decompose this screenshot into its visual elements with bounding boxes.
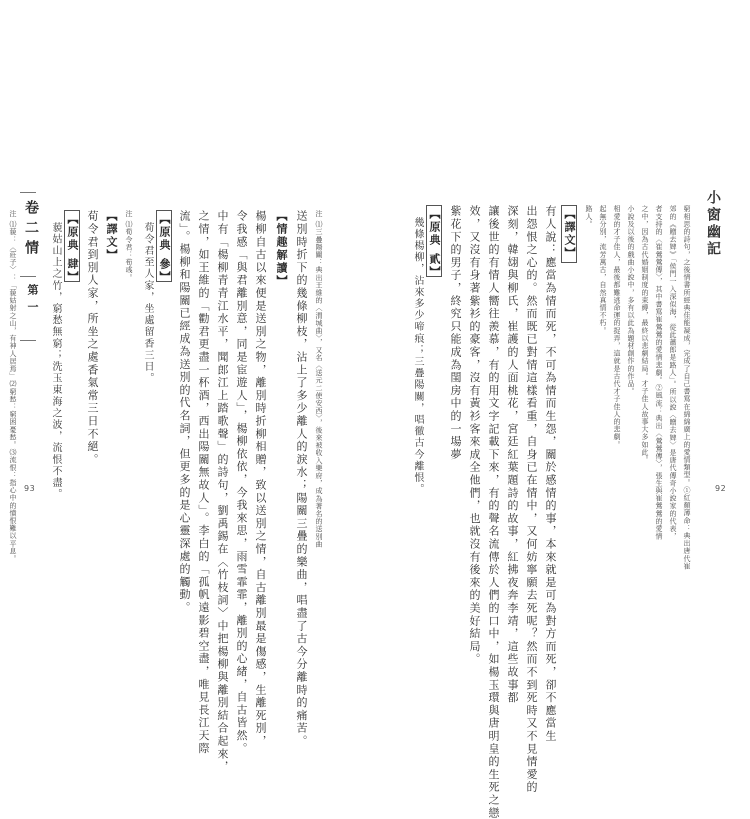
book-brand: 小窗幽記 xyxy=(705,190,721,258)
page-number-right: 92 xyxy=(715,484,727,493)
left-col-16-note: 注 ⑴藐：〈莊子〉：「藐姑射之山，有神人居焉」⑵窮愁：窮困憂愁。⑶流恨：指心中的憤恨難以平息。 xyxy=(9,210,17,563)
right-col-16-heading: 【原典 貳】 xyxy=(426,205,442,277)
left-col-11-note: 注 ⑴荀令君：荀彧。 xyxy=(125,210,133,282)
right-col-3: 者支持的〈崔鶯鶯傳〉，其中書寫崔鶯鶯的愛情悲劇。②風流：典出〈鶯鶯傳〉，張生與崔鶯鶯的愛情 xyxy=(655,205,663,540)
right-col-9-heading: 【譯文】 xyxy=(561,205,577,263)
right-col-13: 讓後世的有情人嚮往羨慕，有的用文字記載下來，有的聲名流傳於人們的口中，如楊玉環與唐明皇的生死之戀 xyxy=(487,205,500,819)
left-col-8: 流」。楊柳和陽關已經成為送別的代名詞，但更多的是心靈深處的觸動。 xyxy=(178,210,191,615)
chapter-label: 卷二情 xyxy=(23,200,39,260)
left-col-15-quote: 藐姑山上之竹，窮愁無窮；洗玉東海之波，流恨不盡。 xyxy=(50,222,61,501)
right-col-2: 郊的《贈去婢》「侯門一入深似海，從此蕭郎是路人」。所以說〈贈去婢〉是唐代傳奇小說家的代表， xyxy=(669,205,677,540)
left-col-14-heading: 【原典 肆】 xyxy=(64,210,80,282)
left-col-3-heading: 【情趣解讀】 xyxy=(275,210,288,288)
chapter-rule-top xyxy=(20,192,36,193)
left-col-13: 荀令君到別人家，所坐之處香氣常三日不絕。 xyxy=(86,210,99,466)
section-label: 第一 xyxy=(26,284,39,318)
left-col-9-heading: 【原典 參】 xyxy=(156,210,172,282)
left-col-2: 送別時折下的幾條柳枝，沾上了多少離人的淚水；陽關三疊的樂曲，唱盡了古今分離時的痛苦。 xyxy=(295,210,308,748)
page-number-left: 93 xyxy=(24,484,36,493)
left-page xyxy=(0,0,375,774)
right-col-7: 起無分別，流芳萬古，自然真情不朽。 xyxy=(599,205,607,335)
right-col-11: 出怨恨之心的。然而既已對情這樣看重，自身已在情中，又何妨寧願去死呢？然而不到死時又不見情愛的 xyxy=(525,205,538,794)
chapter-rule-mid xyxy=(20,276,36,277)
right-page xyxy=(375,0,750,819)
left-col-7: 之情，如王維的「勸君更盡一杯酒，西出陽關無故人」。李白的「孤帆遠影碧空盡，唯見長江天際 xyxy=(197,210,210,755)
right-col-6: 相愛的才子佳人，最後都難逃命運的捉弄，這就是古代才子佳人的悲劇。 xyxy=(613,205,621,449)
left-col-1: 注 ⑴三疊陽關：典出王維的〈渭城曲〉，又名〈送元二使安西〉，後來被收入樂府，成為著名的送別曲 xyxy=(315,210,323,548)
right-col-1: 窮相思的詩句，之後情書所經典佳能凝成，完成了自己書寫在綿綿廣上的愛情類型。①紅顏薄命：典出唐代崔 xyxy=(683,205,691,570)
left-col-5: 令我感「與君離別意，同是宦遊人」，楊柳依依，今我來思，雨雪霏霏，離別的心緒，自古皆然。 xyxy=(235,210,248,755)
right-col-8: 路人。 xyxy=(585,205,593,228)
left-col-4: 楊柳自古以來便是送別之物，離別時折柳相贈，致以送別之情，自古離別最是傷感，生離死別， xyxy=(254,210,267,748)
right-col-10: 有人說：應當為情而死，不可為情而生怨，關於感情的事，本來就是可為對方而死，卻不應當生 xyxy=(544,205,557,743)
left-col-12-heading: 【譯文】 xyxy=(105,210,118,262)
left-col-10-quote: 荀令君至人家，坐處留香三日。 xyxy=(142,222,153,385)
right-col-17-quote: 幾條楊柳，沾來多少啼痕；三疊陽關，唱徹古今離恨。 xyxy=(412,217,423,496)
chapter-rule-bottom xyxy=(20,340,36,341)
left-col-6: 中有「楊柳青青江水平，聞郎江上踏歌聲」的詩句，劉禹錫在〈竹枝詞〉中把楊柳與離別結合起來， xyxy=(216,210,229,774)
right-col-4: 之中，因為古代婚姻制度的束縛，最終以悲劇結局。才子佳人故事大多如此。 xyxy=(641,205,649,464)
right-col-14: 效，又沒有身著紫衫的豪客，沒有黃衫客來成全他們，也就沒有後來的美好結局。 xyxy=(468,205,481,666)
right-col-12: 深刻，韓翃與柳氏，崔護的人面桃花，宮廷紅葉題詩的故事，紅拂夜奔李靖，這些故事都 xyxy=(506,205,519,705)
right-col-5: 小說及以後的戲曲小說中，多有以此為題材創作的作品。 xyxy=(627,205,635,395)
right-col-15: 紫花下的男子，終究只能成為閨房中的一場夢 xyxy=(449,205,462,461)
